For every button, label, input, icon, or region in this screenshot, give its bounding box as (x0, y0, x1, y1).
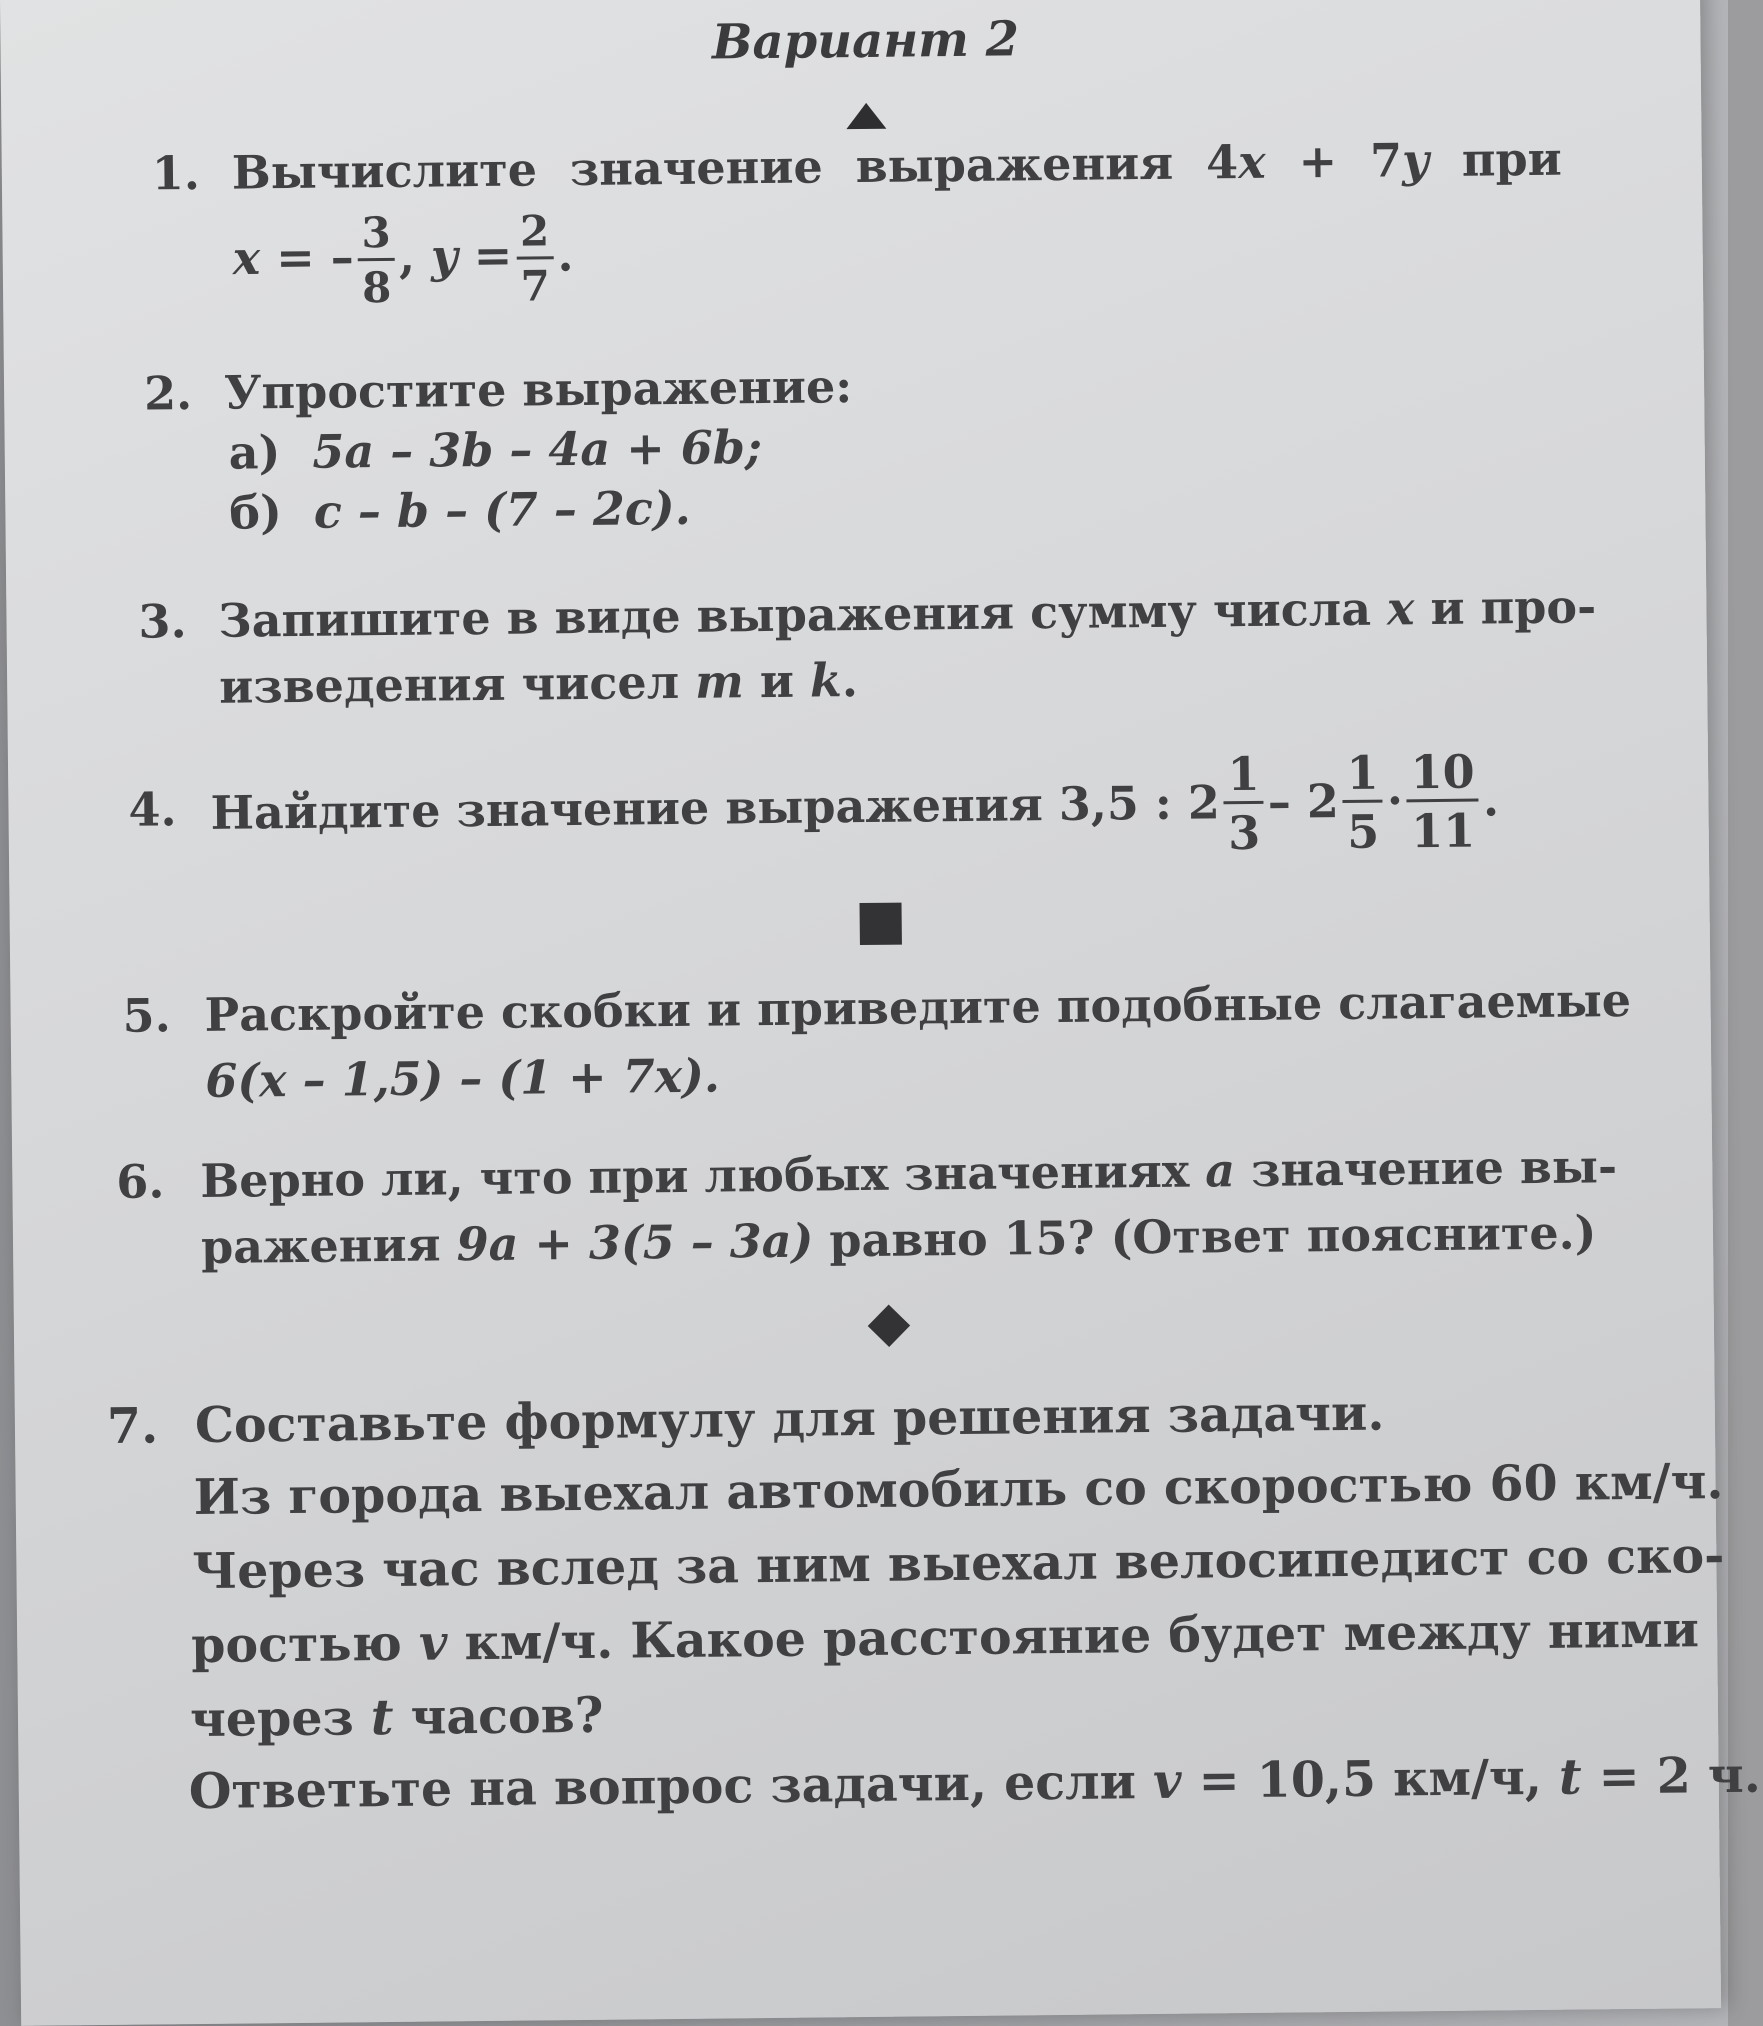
fraction-x: $\frac{3}{8}$ (357, 212, 395, 309)
task-1-text-part-1: Вычислите (231, 142, 538, 200)
task-1-plus: + (1298, 134, 1338, 189)
task-2a: а) 5a – 3b – 4a + 6b; (228, 420, 763, 480)
fraction-y: $\frac{2}{7}$ (516, 210, 554, 307)
task-1-word-pri: при (1461, 131, 1563, 187)
task-7-line-2: Из города выехал автомобиль со скоростью 60 км/ч. (193, 1452, 1724, 1527)
task-5-expression: 6(x – 1,5) – (1 + 7x). (205, 1048, 721, 1108)
task-1-text-part-3: выражения (855, 135, 1174, 194)
task-6-line-2: ражения 9a + 3(5 – 3a) равно 15? (Ответ поясните.) (200, 1205, 1597, 1274)
task-5 (122, 972, 1632, 1108)
task-2 (143, 352, 1544, 540)
task-4 (128, 736, 1578, 860)
fraction-2: $\frac{1}{5}$ (1342, 749, 1383, 854)
task-7-line-5: через t часов? (189, 1685, 604, 1749)
task-7-line-1: Составьте формулу для решения задачи. (194, 1383, 1385, 1455)
variant-title: Вариант 2 (711, 11, 1020, 71)
task-6-line-1: Верно ли, что при любых значениях a значение вы- (200, 1139, 1618, 1208)
task-7-number: 7. (106, 1396, 159, 1455)
task-2b: б) c – b – (7 – 2c). (229, 480, 691, 540)
task-3-number: 3. (138, 594, 187, 649)
task-7-line-6: Ответьте на вопрос задачи, если v = 10,5 км/ч, t = 2 ч. (188, 1745, 1762, 1821)
task-1-text-part-2: значение (569, 139, 823, 197)
task-6-expression: 9a + 3(5 – 3a) (456, 1213, 814, 1272)
task-3-line-1: Запишите в виде выражения сумму числа x и про- (218, 579, 1597, 648)
task-1-expression: 4x (1205, 134, 1266, 190)
task-2a-expression: 5a – 3b – 4a + 6b; (312, 420, 763, 479)
triangle-icon (846, 103, 886, 129)
task-4-text: Найдите значение выражения (210, 777, 1044, 841)
diamond-icon (868, 1305, 910, 1347)
task-4-expression: 3,5 : 2 $\frac{1}{3}$ – 2 $\frac{1}{5}$ · $\frac{10}{11}$ . (1058, 744, 1500, 860)
task-1-line-1 (232, 132, 1563, 201)
task-6 (116, 1139, 1618, 1274)
task-3-line-2: изведения чисел m и k. (218, 653, 859, 714)
fraction-1: $\frac{1}{3}$ (1223, 750, 1264, 855)
square-icon (860, 903, 902, 945)
task-5-line-1: Раскройте скобки и приведите подобные слагаемые (204, 972, 1632, 1042)
task-1 (151, 131, 1563, 313)
task-1-expression-2: 7y (1369, 133, 1430, 188)
task-3 (138, 579, 1597, 714)
task-1-number: 1. (151, 145, 201, 201)
task-5-number: 5. (122, 988, 171, 1043)
task-7-line-4: ростью v км/ч. Какое расстояние будет между ними (190, 1600, 1700, 1675)
task-7-line-3: Через час вслед за ним выехал велосипедист со ско- (192, 1526, 1725, 1601)
task-7 (106, 1380, 1762, 1821)
task-2b-expression: c – b – (7 – 2c). (313, 480, 691, 539)
task-4-number: 4. (128, 782, 177, 837)
task-1-line-2: x = – $\frac{3}{8}$ , y = $\frac{2}{7}$ . (232, 206, 574, 313)
task-2-heading: Упростите выражение: (223, 359, 853, 420)
task-6-number: 6. (116, 1154, 165, 1209)
task-2-number: 2. (143, 366, 193, 421)
task-4-line (210, 736, 1500, 877)
fraction-3: $\frac{10}{11}$ (1406, 748, 1479, 854)
